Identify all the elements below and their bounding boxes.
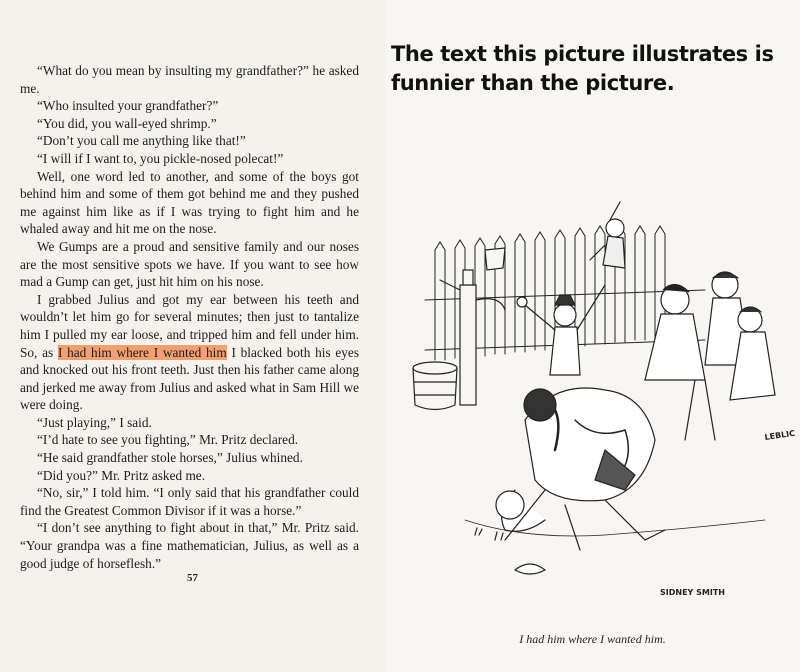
text-before-highlight: I grabbed Julius and got my ear between his teeth and wouldn’t let him go for several minutes; then just to tantalize him I pulled my ear loose, and tripped him and fell under him. So, as [20,291,359,360]
paragraph: “What do you mean by insulting my grandfather?” he asked me. [20,63,359,96]
text-after-highlight: I blacked both his eyes and knocked out his front teeth. Just then his father came along and jerked me away from Julius and asked what in Sam Hill we were doing. [20,344,359,413]
illustrator-signature: SIDNEY SMITH [660,588,725,597]
paragraph: “Don’t you call me anything like that!” [37,133,246,149]
paragraph: “I’d hate to see you fighting,” Mr. Pritz declared. [37,432,299,448]
fight-illustration [405,190,796,630]
paragraph: “Did you?” Mr. Pritz asked me. [37,467,206,483]
paragraph: “He said grandfather stole horses,” Julius whined. [37,450,303,466]
paragraph-with-highlight [20,291,359,414]
paragraph: “Just playing,” I said. [37,414,152,430]
spectator-boys [645,272,775,440]
highlighted-passage: I had him where I wanted him [57,344,227,360]
paragraph: “You did, you wall-eyed shrimp.” [37,115,217,131]
hat-on-ground [515,564,545,574]
fighting-boys [496,388,665,550]
barrel [413,362,457,410]
page-number: 57 [187,572,198,584]
paragraph: Well, one word led to another, and some of the boys got behind him and some of them got behind me and they pushed me against him like as if I was trying to fight him and he whaled away and hit me on the nose. [20,168,359,237]
corner-signature: LEBLIC [764,428,796,442]
paragraph: “I don’t see anything to fight about in that,” Mr. Pritz said. “Your grandpa was a fine mathematician, Julius, as well as a good judge of horseflesh.” [20,520,359,571]
story-text [20,62,359,572]
paragraph: “I will if I want to, you pickle-nosed polecat!” [37,150,284,166]
commentary-note: The text this picture illustrates is funnier than the picture. [391,42,774,95]
illustration-caption: I had him where I wanted him. [519,632,666,646]
cheering-boy [517,285,605,375]
bucket [485,248,505,270]
paragraph: We Gumps are a proud and sensitive family and our noses are the most sensitive spots we have. If you want to see how mad a Gump can get, just hit him on his nose. [20,238,359,290]
paragraph: “Who insulted your grandfather?” [37,98,219,114]
paragraph: “No, sir,” I told him. “I only said that his grandfather could find the Greatest Common Divisor if it was a horse.” [20,485,359,518]
